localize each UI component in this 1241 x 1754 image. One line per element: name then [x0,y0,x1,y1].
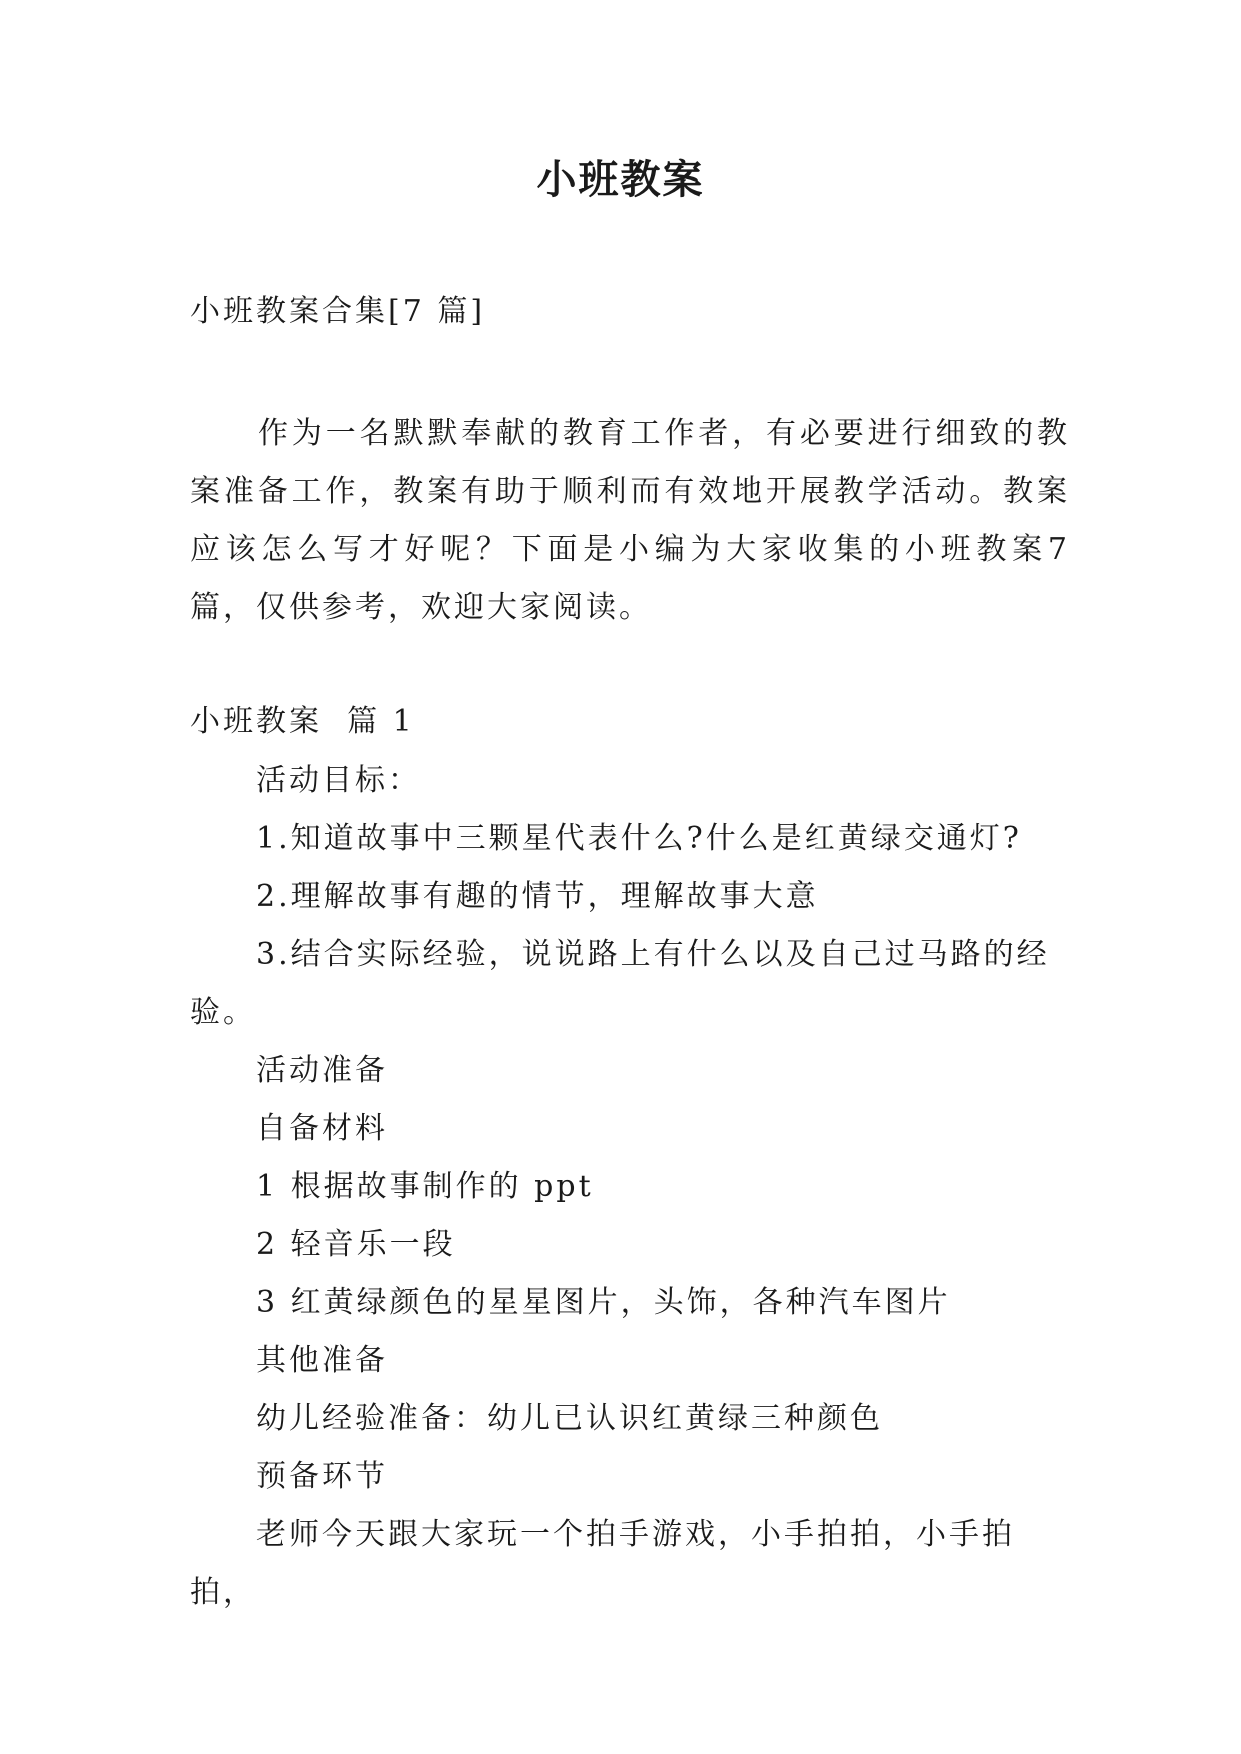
body-line: 自备材料 [256,1111,388,1146]
body-line: 活动准备 [256,1053,388,1088]
body-line: 3 红黄绿颜色的星星图片，头饰，各种汽车图片 [256,1285,951,1320]
section-heading: 小班教案 篇 1 [190,704,415,739]
document-subtitle: 小班教案合集[7 篇] [190,294,486,329]
body-line: 老师今天跟大家玩一个拍手游戏，小手拍拍，小手拍拍， [190,1517,1015,1610]
body-line: 2.理解故事有趣的情节，理解故事大意 [256,879,819,914]
body-line: 活动目标： [256,763,421,798]
body-line: 2 轻音乐一段 [256,1227,456,1262]
intro-paragraph: 作为一名默默奉献的教育工作者，有必要进行细致的教案准备工作，教案有助于顺利而有效地开展教学活动。教案应该怎么写才好呢？下面是小编为大家收集的小班教案7篇，仅供参考，欢迎大家阅读。 [190,416,1070,625]
body-line: 3.结合实际经验，说说路上有什么以及自己过马路的经验。 [190,937,1050,1030]
body-line: 幼儿经验准备：幼儿已认识红黄绿三种颜色 [256,1401,883,1436]
body-line: 1 根据故事制作的 ppt [256,1169,594,1204]
body-line: 1.知道故事中三颗星代表什么?什么是红黄绿交通灯? [256,821,1022,856]
body-line: 其他准备 [256,1343,388,1378]
page-title: 小班教案 [536,156,705,203]
body-line: 预备环节 [256,1459,388,1494]
section-body [190,752,1070,1622]
